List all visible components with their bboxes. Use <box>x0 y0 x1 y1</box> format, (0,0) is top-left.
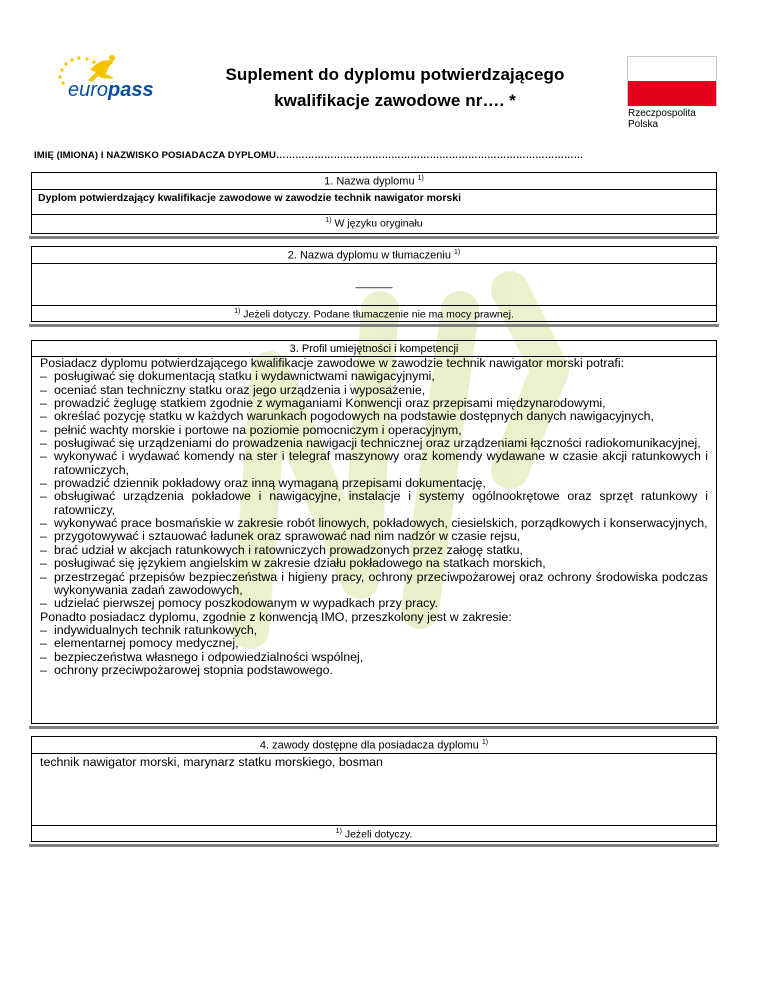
skills-content <box>40 357 708 677</box>
skill-item: – posługiwać się dokumentacją statku i wydawnictwami nawigacyjnymi, <box>40 369 435 384</box>
dash-bullet: – <box>40 489 47 504</box>
skill-item: – przestrzegać przepisów bezpieczeństwa i higieny pracy, ochrony przeciwpożarowej oraz ochrony środowiska podczas wykonywania zadań zawodowych, <box>40 569 708 597</box>
skill-item: – brać udział w akcjach ratunkowych i ratowniczych prowadzonych przez załogę statku, <box>40 542 523 557</box>
training-item: – bezpieczeństwa własnego i odpowiedzialności wspólnej, <box>40 649 364 664</box>
diploma-name-value: Dyplom potwierdzający kwalifikacje zawodowe w zawodzie technik nawigator morski <box>38 192 462 204</box>
section-4-title: 4. zawody dostępne dla posiadacza dyplomu <box>259 739 479 752</box>
dash-bullet: – <box>40 449 47 464</box>
section-1-title: 1. Nazwa dyplomu <box>324 175 415 188</box>
training-list <box>40 624 708 677</box>
dash-bullet: – <box>40 529 47 544</box>
dash-bullet: – <box>40 569 47 584</box>
skill-item: – udzielać pierwszej pomocy poszkodowanym w wypadkach przy pracy. <box>40 596 439 611</box>
section-2-title: 2. Nazwa dyplomu w tłumaczeniu <box>287 249 451 262</box>
svg-text:europass: europass <box>68 79 154 101</box>
skill-item: – oceniać stan techniczny statku oraz jego urządzenia i wyposażenie, <box>40 382 426 397</box>
skill-item: – wykonywać i wydawać komendy na ster i telegraf maszynowy oraz komendy wydawane w czasie akcji ratunkowych i ratowniczych, <box>40 449 708 477</box>
section-3-title: 3. Profil umiejętności i kompetencji <box>289 343 459 355</box>
training-item: – ochrony przeciwpożarowej stopnia podstawowego. <box>40 662 333 677</box>
section-4-occupations: 4. zawody dostępne dla posiadacza dyplomu $^{1)}$ technik nawigator morski, marynarz statku morskiego, bosman $^{1)}$ Jeżeli dotyczy. <box>31 736 717 842</box>
dash-bullet: – <box>40 516 47 531</box>
skill-item: – obsługiwać urządzenia pokładowe i nawigacyjne, instalacje i systemy ogólnookrętowe oraz sprzęt ratunkowy i ratowniczy, <box>40 489 708 517</box>
skill-item: – przygotowywać i sztauować ładunek oraz sprawować nad nim nadzór w czasie rejsu, <box>40 529 521 544</box>
skills-intro: Posiadacz dyplomu potwierdzającego kwalifikacje zawodowe w zawodzie technik nawigator morski potrafi: <box>40 356 625 370</box>
dash-bullet: – <box>40 396 47 411</box>
skill-item: – określać pozycję statku w każdych warunkach pogodowych na podstawie dostępnych danych nawigacyjnych, <box>40 409 654 424</box>
country-label: Rzeczpospolita Polska <box>628 108 696 130</box>
dash-bullet: – <box>40 596 47 611</box>
dash-bullet: – <box>40 422 47 437</box>
skill-item: – posługiwać się językiem angielskim w zakresie działu pokładowego na statkach morskich, <box>40 556 546 571</box>
training-item: – indywidualnych technik ratunkowych, <box>40 622 258 637</box>
skill-item: – prowadzić dziennik pokładowy oraz inną wymaganą przepisami dokumentację, <box>40 476 486 491</box>
skill-item: – pełnić wachty morskie i portowe na poziomie pomocniczym i operacyjnym, <box>40 422 462 437</box>
training-item: – elementarnej pomocy medycznej, <box>40 636 239 651</box>
dash-bullet: – <box>40 409 47 424</box>
skill-item: – prowadzić żeglugę statkiem zgodnie z wymaganiami Konwencji oraz przepisami międzynarodowymi, <box>40 396 606 411</box>
section-3-skills-profile <box>31 340 717 724</box>
dash-bullet: – <box>40 542 47 557</box>
dash-bullet: – <box>40 556 47 571</box>
title-line2: kwalifikacje zawodowe nr…. * <box>274 91 516 110</box>
europass-logo <box>52 52 162 102</box>
section-1-footnote: W języku oryginału <box>334 217 423 230</box>
translation-value: ______ <box>355 277 393 289</box>
skill-item: – posługiwać się urządzeniami do prowadzenia nawigacji technicznej oraz urządzeniami łączności radiokomunikacyjnej, <box>40 436 701 451</box>
dash-bullet: – <box>40 369 47 384</box>
occupations-value: technik nawigator morski, marynarz statku morskiego, bosman <box>40 755 383 769</box>
document-title <box>180 62 610 114</box>
dash-bullet: – <box>40 382 47 397</box>
training-intro: Ponadto posiadacz dyplomu, zgodnie z konwencją IMO, przeszkolony jest w zakresie: <box>40 609 512 624</box>
skills-list <box>40 370 708 610</box>
dash-bullet: – <box>40 662 47 677</box>
section-2-footnote: Jeżeli dotyczy. Podane tłumaczenie nie ma mocy prawnej. <box>243 308 514 321</box>
dash-bullet: – <box>40 476 47 491</box>
skill-item: – wykonywać prace bosmańskie w zakresie robót linowych, pokładowych, ciesielskich, porządkowych i konserwacyjnych, <box>40 516 708 531</box>
dash-bullet: – <box>40 649 47 664</box>
poland-flag <box>627 56 717 106</box>
section-2-translation: 2. Nazwa dyplomu w tłumaczeniu $^{1)}$ ______ $^{1)}$ Jeżeli dotyczy. Podane tłumaczenie nie ma mocy prawnej. <box>31 246 717 322</box>
dash-bullet: – <box>40 636 47 651</box>
section-4-footnote: Jeżeli dotyczy. <box>344 828 413 841</box>
title-line1: Suplement do dyplomu potwierdzającego <box>225 65 565 84</box>
holder-name-label: IMIĘ (IMIONA) I NAZWISKO POSIADACZA DYPLOMU…………………………………………………………………………………… <box>34 150 584 161</box>
dash-bullet: – <box>40 436 47 451</box>
section-1-diploma-name: 1. Nazwa dyplomu $^{1)}$ Dyplom potwierdzający kwalifikacje zawodowe w zawodzie technik nawigator morski $^{1)}$ W języku oryginału <box>31 172 717 234</box>
dash-bullet: – <box>40 622 47 637</box>
